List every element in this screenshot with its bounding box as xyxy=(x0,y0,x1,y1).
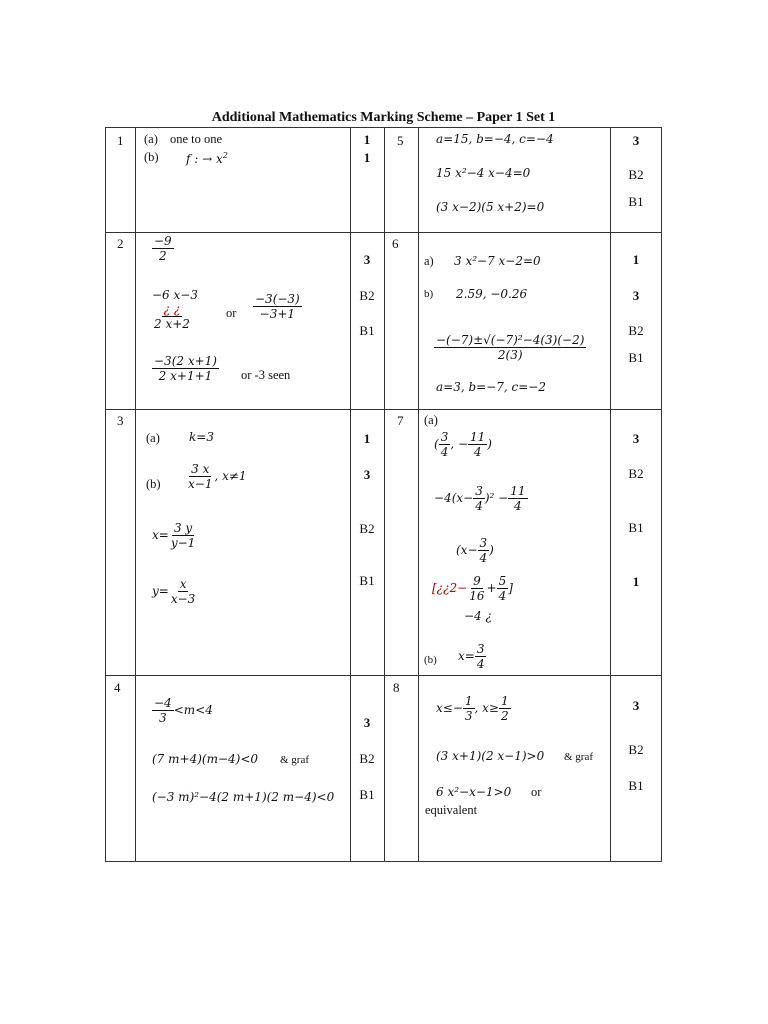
part-label: (b) xyxy=(424,654,437,666)
part-label: (a) xyxy=(424,413,438,427)
working-line: (3 x−2)(5 x+2)=0 xyxy=(436,200,545,214)
question-number: 6 xyxy=(392,236,399,251)
part-label: (a) xyxy=(146,431,160,445)
col-divider xyxy=(418,128,419,861)
mark: B1 xyxy=(628,778,644,793)
answer-point: ( $\frac{3}{4}$ , − $\frac{11}{4}$ ) xyxy=(434,430,492,459)
question-number: 1 xyxy=(117,133,124,148)
answer-fraction: $\frac{3 x}{x-1}$ , x≠1 xyxy=(188,462,247,491)
part-label: (b) xyxy=(144,150,159,164)
question-number: 2 xyxy=(117,236,124,251)
mark: B2 xyxy=(359,288,375,303)
mark: B2 xyxy=(628,466,644,481)
working-line: (x− $\frac{3}{4}$ ) xyxy=(456,536,494,565)
mark: 1 xyxy=(363,132,371,147)
answer-expression: f : → $x^2$ xyxy=(186,151,228,166)
question-number: 7 xyxy=(397,413,404,428)
or-text: or xyxy=(531,785,542,799)
working-fraction: $\frac{-3(-3)}{-3+1}$ xyxy=(255,292,300,321)
mark: 3 xyxy=(363,715,371,730)
answer-expression: 2.59, −0.26 xyxy=(456,287,528,301)
working-line: −4 ¿ xyxy=(464,609,492,623)
mark: B2 xyxy=(359,751,375,766)
note-text: equivalent xyxy=(425,803,478,817)
question-number: 4 xyxy=(114,680,121,695)
mark: 3 xyxy=(632,431,640,446)
mark: 1 xyxy=(363,431,371,446)
mark: 1 xyxy=(363,150,371,165)
part-label: a) xyxy=(424,254,434,268)
note-text: & graf xyxy=(564,751,594,763)
col-divider xyxy=(384,128,385,861)
mark: B2 xyxy=(628,323,644,338)
working-fraction: $\frac{\text{−(−7)±√(−7)²−4(3)(−2)}}{2(3)}$ xyxy=(436,333,585,362)
working-line: 15 x²−4 x−4=0 xyxy=(436,166,531,180)
answer-expression: a=15, b=−4, c=−4 xyxy=(436,132,554,146)
question-number: 5 xyxy=(397,133,404,148)
col-divider xyxy=(350,128,351,861)
working-line: (7 m+4)(m−4)<0 xyxy=(152,752,259,766)
part-label: b) xyxy=(424,288,434,300)
mark: 1 xyxy=(632,252,640,267)
mark: 3 xyxy=(632,288,640,303)
working-fraction: $\frac{¿ ¿}{2 x+2}$ xyxy=(154,302,190,331)
note-text: or -3 seen xyxy=(241,368,291,382)
question-number: 3 xyxy=(117,413,124,428)
mark: B2 xyxy=(628,742,644,757)
page-title: Additional Mathematics Marking Scheme – Paper 1 Set 1 xyxy=(211,110,556,125)
mark: 3 xyxy=(632,698,640,713)
answer-fraction: $\frac{-4}{3}$ <m<4 xyxy=(154,696,213,725)
answer-expression: k=3 xyxy=(189,430,214,444)
working-line: −4(x− $\frac{3}{4}$ )² − $\frac{11}{4}$ xyxy=(434,484,526,513)
part-label: (b) xyxy=(146,477,161,491)
mark: B1 xyxy=(628,350,644,365)
mark: 3 xyxy=(363,467,371,482)
working-line: a=3, b=−7, c=−2 xyxy=(436,380,546,394)
marking-scheme-table xyxy=(105,127,662,862)
mark: B2 xyxy=(359,521,375,536)
mark: 1 xyxy=(632,574,640,589)
mark: 3 xyxy=(363,252,371,267)
working-line: (−3 m)²−4(2 m+1)(2 m−4)<0 xyxy=(152,790,335,804)
mark: B1 xyxy=(359,573,375,588)
working-line: 6 x²−x−1>0 xyxy=(436,785,512,799)
answer-text: one to one xyxy=(170,132,223,146)
working-fraction: x= $\frac{3 y}{y-1}$ xyxy=(152,521,196,550)
col-divider xyxy=(135,128,136,861)
note-text: & graf xyxy=(280,754,310,766)
working-fraction: y= $\frac{x}{x-3}$ xyxy=(152,577,196,606)
mark: B1 xyxy=(628,520,644,535)
mark: 3 xyxy=(632,133,640,148)
answer-expression: 3 x²−7 x−2=0 xyxy=(454,254,541,268)
part-label: (a) xyxy=(144,132,158,146)
question-number: 8 xyxy=(393,680,400,695)
working-line: [¿¿2− $\frac{9}{16}$ + $\frac{5}{4}$ ] xyxy=(432,574,513,603)
working-line: (3 x+1)(2 x−1)>0 xyxy=(436,749,545,763)
working-line: −6 x−3 xyxy=(152,288,198,302)
answer-fraction: $\frac{-9}{2}$ xyxy=(154,234,172,263)
answer-fraction: x= $\frac{3}{4}$ xyxy=(458,642,485,671)
mark: B1 xyxy=(628,194,644,209)
working-fraction: $\frac{-3(2 x+1)}{2 x+1+1}$ xyxy=(154,354,217,383)
col-divider xyxy=(610,128,611,861)
answer-expression: x≤− $\frac{1}{3}$ , x≥ $\frac{1}{2}$ xyxy=(436,694,509,723)
mark: B1 xyxy=(359,787,375,802)
or-text: or xyxy=(226,306,237,320)
mark: B1 xyxy=(359,323,375,338)
mark: B2 xyxy=(628,167,644,182)
